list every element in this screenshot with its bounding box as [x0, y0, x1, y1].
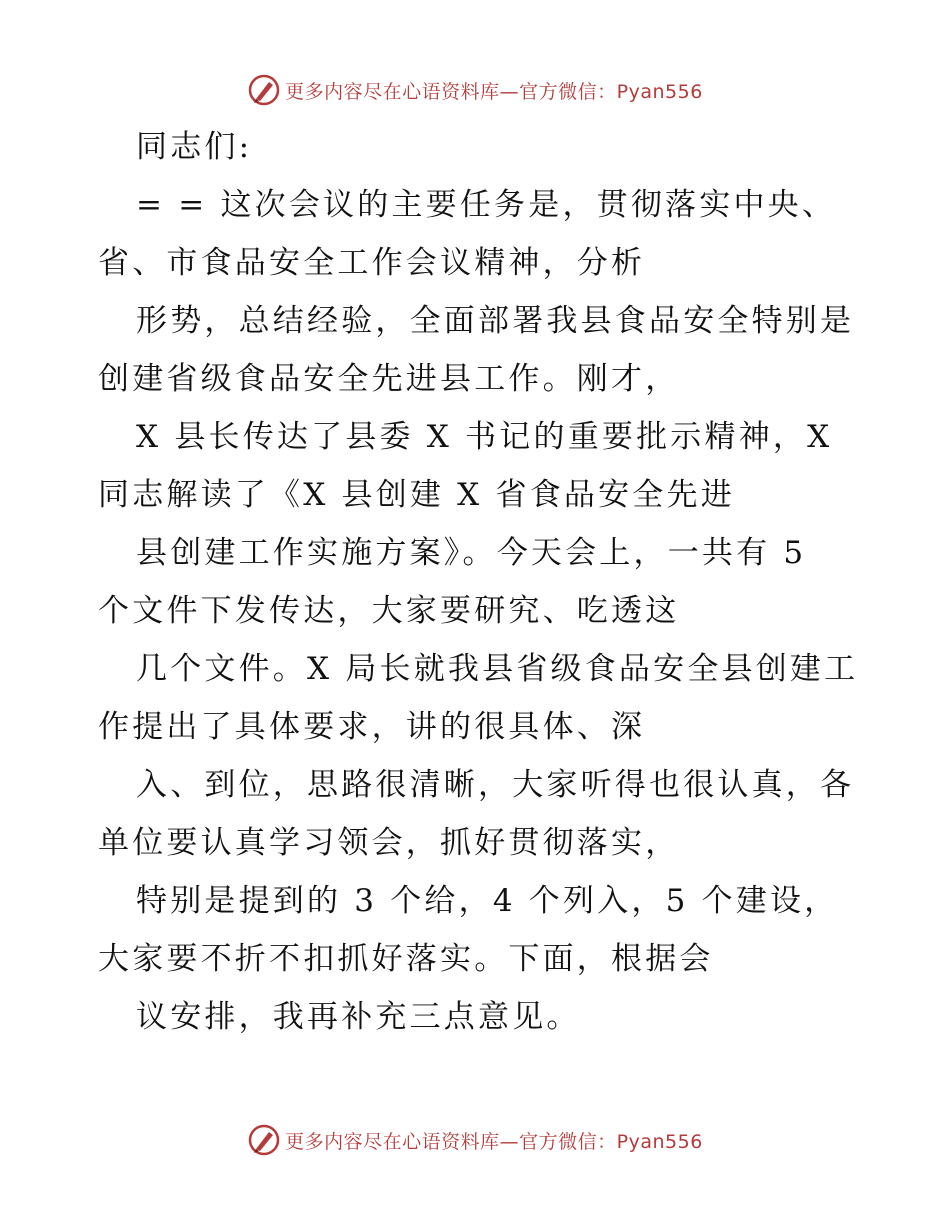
document-body: [98, 118, 858, 1046]
paragraph-line: 省、市食品安全工作会议精神，分析: [98, 245, 646, 281]
header-banner-text: 更多内容尽在心语资料库—官方微信：Pyan556: [285, 80, 703, 103]
paragraph-line: 形势，总结经验，全面部署我县食品安全特别是: [136, 303, 855, 339]
pen-logo-icon: [247, 1123, 281, 1157]
paragraph-line: 入、到位，思路很清晰，大家听得也很认真，各: [136, 767, 855, 803]
paragraph-line: 同志解读了《X 县创建 X 省食品安全先进: [98, 477, 735, 513]
paragraph-line: 同志们:: [136, 129, 253, 165]
paragraph-line: 单位要认真学习领会，抓好贯彻落实，: [98, 825, 680, 861]
paragraph-line: 作提出了具体要求，讲的很具体、深: [98, 709, 646, 745]
pen-logo-icon: [247, 73, 281, 107]
paragraph-line: 议安排，我再补充三点意见。: [136, 999, 581, 1035]
paragraph-line: 县创建工作实施方案》。今天会上，一共有 5: [136, 535, 807, 571]
footer-banner: [0, 1120, 950, 1160]
paragraph-line: 特别是提到的 3 个给，4 个列入，5 个建设，: [136, 883, 839, 919]
paragraph-line: 大家要不折不扣抓好落实。下面，根据会: [98, 941, 714, 977]
paragraph-line: 创建省级食品安全先进县工作。刚才，: [98, 361, 680, 397]
paragraph-line: 几个文件。X 局长就我县省级食品安全县创建工: [136, 651, 859, 687]
header-banner: [0, 70, 950, 110]
paragraph-line: = = 这次会议的主要任务是，贯彻落实中央、: [136, 187, 837, 223]
paragraph-line: 个文件下发传达，大家要研究、吃透这: [98, 593, 680, 629]
paragraph-line: X 县长传达了县委 X 书记的重要批示精神，X: [136, 419, 833, 455]
footer-banner-text: 更多内容尽在心语资料库—官方微信：Pyan556: [285, 1130, 703, 1153]
